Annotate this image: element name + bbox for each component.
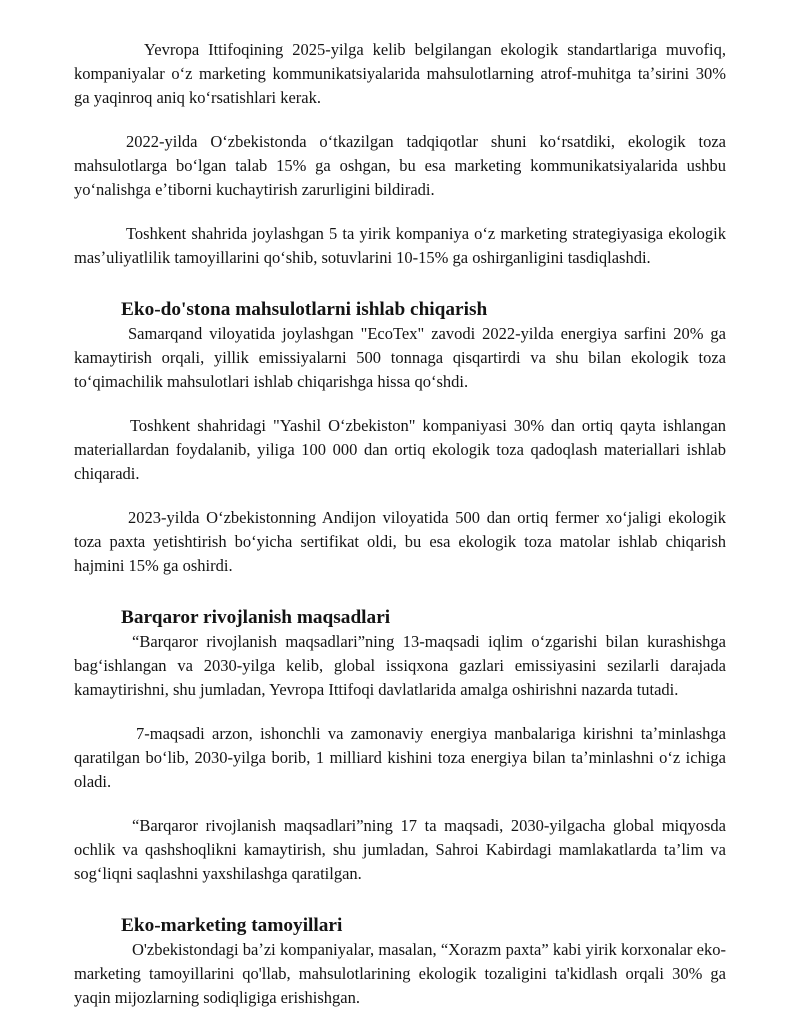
paragraph-demand-research: 2022-yilda Oʻzbekistonda oʻtkazilgan tadqiqotlar shuni koʻrsatdiki, ekologik toza mahsulotlarga boʻlgan talab 15% ga oshgan, bu esa marketing kommunikatsiyalarida ushbu yoʻnalishga eʼtiborni kuchaytirish zarurligini bildiradi. (74, 132, 726, 199)
paragraph-ecotex: Samarqand viloyatida joylashgan "EcoTex" zavodi 2022-yilda energiya sarfini 20% ga kamaytirish orqali, yillik emissiyalarni 500 tonnaga qisqartirdi va shu bilan ekologik toza toʻqimachilik mahsulotlari ishlab chiqarishga hissa qoʻshdi. (74, 324, 726, 391)
heading-sustainable-goals: Barqaror rivojlanish maqsadlari (121, 607, 391, 628)
paragraph-goal-13: “Barqaror rivojlanish maqsadlari”ning 13-maqsadi iqlim oʻzgarishi bilan kurashishga bagʻishlangan va 2030-yilga kelib, global issiqxona gazlari emissiyasini sezilarli darajada kamaytirishni, shu jumladan, Yevropa Ittifoqi davlatlarida amalga oshirishni nazarda tutadi. (74, 632, 726, 699)
paragraph-xorazm-paxta: O'zbekistondagi baʼzi kompaniyalar, masalan, “Xorazm paxta” kabi yirik korxonalar eko-marketing tamoyillarini qo'llab, mahsulotlarining ekologik tozaligini ta'kidlash orqali 30% ga yaqin mijozlarning sodiqligiga erishishgan. (74, 940, 726, 1007)
paragraph-andijon-cotton: 2023-yilda Oʻzbekistonning Andijon viloyatida 500 dan ortiq fermer xoʻjaligi ekologik toza paxta yetishtirish boʻyicha sertifikat oldi, bu esa ekologik toza matolar ishlab chiqarish hajmini 15% ga oshirdi. (74, 508, 726, 575)
heading-eco-marketing: Eko-marketing tamoyillari (121, 915, 343, 936)
heading-eco-production: Eko-do'stona mahsulotlarni ishlab chiqarish (121, 299, 488, 320)
paragraph-eu-standards: Yevropa Ittifoqining 2025-yilga kelib belgilangan ekologik standartlariga muvofiq, kompaniyalar oʻz marketing kommunikatsiyalarida mahsulotlarning atrof-muhitga taʼsirini 30% ga yaqinroq aniq koʻrsatishlari kerak. (74, 40, 726, 107)
paragraph-tashkent-companies: Toshkent shahrida joylashgan 5 ta yirik kompaniya oʻz marketing strategiyasiga ekologik masʼuliyatlilik tamoyillarini qoʻshib, sotuvlarini 10-15% ga oshirganligini tasdiqlashdi. (74, 224, 726, 267)
paragraph-17-goals: “Barqaror rivojlanish maqsadlari”ning 17 ta maqsadi, 2030-yilgacha global miqyosda ochlik va qashshoqlikni kamaytirish, shu jumladan, Sahroi Kabirdagi mamlakatlarda ta’lim va sogʻliqni saqlashni yaxshilashga qaratilgan. (74, 816, 726, 883)
document-page (74, 38, 726, 1010)
paragraph-yashil-uzbekiston: Toshkent shahridagi "Yashil Oʻzbekiston" kompaniyasi 30% dan ortiq qayta ishlangan materiallardan foydalanib, yiliga 100 000 dan ortiq ekologik toza qadoqlash materiallari ishlab chiqaradi. (74, 416, 726, 483)
paragraph-goal-7: 7-maqsadi arzon, ishonchli va zamonaviy energiya manbalariga kirishni taʼminlashga qaratilgan boʻlib, 2030-yilga borib, 1 milliard kishini toza energiya bilan taʼminlashni oʻz ichiga oladi. (74, 724, 726, 791)
